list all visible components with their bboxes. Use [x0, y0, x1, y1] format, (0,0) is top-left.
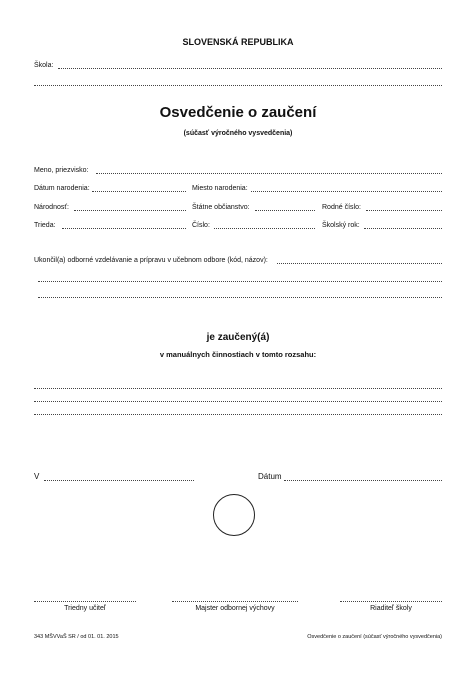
- class-teacher-label: Triedny učiteľ: [64, 605, 106, 612]
- number-field[interactable]: [214, 228, 315, 229]
- place-label: V: [34, 472, 40, 481]
- citizenship-field[interactable]: [255, 210, 315, 211]
- birth-place-label: Miesto narodenia:: [192, 185, 248, 192]
- school-label: Škola:: [34, 62, 54, 69]
- school-year-label: Školský rok:: [322, 222, 360, 229]
- number-label: Číslo:: [192, 222, 210, 229]
- date-label: Dátum: [258, 472, 282, 481]
- birth-date-label: Dátum narodenia:: [34, 185, 90, 192]
- completed-education-line2[interactable]: [38, 281, 442, 282]
- principal-signature-line[interactable]: [340, 601, 442, 602]
- nationality-field[interactable]: [74, 210, 186, 211]
- completed-education-line3[interactable]: [38, 297, 442, 298]
- birth-number-label: Rodné číslo:: [322, 204, 361, 211]
- birth-place-field[interactable]: [251, 191, 442, 192]
- citizenship-label: Štátne občianstvo:: [192, 204, 250, 211]
- master-signature-line[interactable]: [172, 601, 298, 602]
- nationality-label: Národnosť:: [34, 204, 69, 211]
- name-field[interactable]: [96, 173, 442, 174]
- school-year-field[interactable]: [364, 228, 442, 229]
- activities-line-1[interactable]: [34, 388, 442, 389]
- class-teacher-signature-line[interactable]: [34, 601, 136, 602]
- qualification-subheading: v manuálnych činnostiach v tomto rozsahu:: [159, 350, 317, 359]
- class-field[interactable]: [62, 228, 186, 229]
- name-label: Meno, priezvisko:: [34, 167, 89, 174]
- country-title: SLOVENSKÁ REPUBLIKA: [182, 37, 294, 47]
- activities-line-3[interactable]: [34, 414, 442, 415]
- master-label: Majster odbornej výchovy: [195, 605, 275, 612]
- activities-line-2[interactable]: [34, 401, 442, 402]
- completed-education-label: Ukončil(a) odborné vzdelávanie a prípravu v učebnom odbore (kód, názov):: [34, 257, 268, 264]
- principal-label: Riaditeľ školy: [370, 605, 412, 612]
- completed-education-field[interactable]: [277, 263, 442, 264]
- class-label: Trieda:: [34, 222, 56, 229]
- document-subtitle: (súčasť výročného vysvedčenia): [183, 130, 293, 137]
- place-field[interactable]: [44, 480, 194, 481]
- date-field[interactable]: [284, 480, 442, 481]
- school-field-line2[interactable]: [34, 85, 442, 86]
- birth-date-field[interactable]: [92, 191, 186, 192]
- school-field[interactable]: [58, 68, 442, 69]
- birth-number-field[interactable]: [366, 210, 442, 211]
- footer-document-name: Osvedčenie o zaučení (súčasť výročného vysvedčenia): [307, 634, 442, 640]
- qualification-heading: je zaučený(á): [206, 332, 270, 343]
- official-stamp: [213, 494, 255, 536]
- document-title: Osvedčenie o zaučení: [159, 104, 317, 121]
- footer-code: 343 MŠVVaŠ SR / od 01. 01. 2015: [34, 634, 119, 640]
